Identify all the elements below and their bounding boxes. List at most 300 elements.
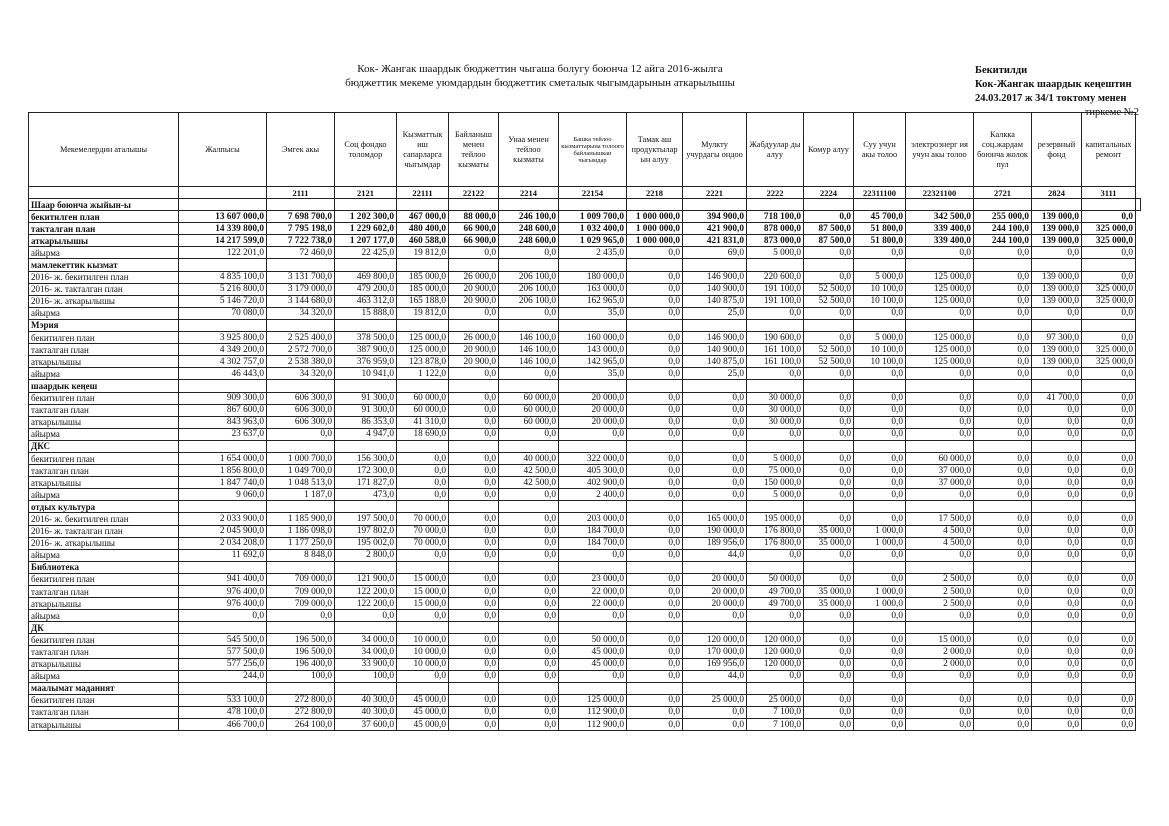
table-cell: 0,0 <box>627 452 683 464</box>
table-cell: 0,0 <box>854 513 906 525</box>
table-cell: 1 029 965,0 <box>559 235 627 247</box>
table-cell: 0,0 <box>1032 368 1082 380</box>
table-cell: 10 100,0 <box>854 283 906 295</box>
code-cell: 2111 <box>267 187 335 199</box>
table-cell: 0,0 <box>974 513 1032 525</box>
table-cell: 160 000,0 <box>559 332 627 344</box>
table-row <box>29 513 1141 525</box>
table-cell: 0,0 <box>804 368 854 380</box>
table-cell: 87 500,0 <box>804 235 854 247</box>
table-cell: 125 000,0 <box>559 694 627 706</box>
table-cell: 0,0 <box>683 452 747 464</box>
table-cell <box>683 622 747 634</box>
table-cell: 339 400,0 <box>906 235 974 247</box>
table-cell <box>627 259 683 271</box>
table-cell: 45 000,0 <box>559 658 627 670</box>
table-cell: 3 179 000,0 <box>267 283 335 295</box>
table-cell: 1 000 700,0 <box>267 452 335 464</box>
row-label: ДК <box>29 622 179 634</box>
table-cell <box>747 682 804 694</box>
table-cell: 220 600,0 <box>747 271 804 283</box>
table-cell <box>854 561 906 573</box>
table-row <box>29 440 1141 452</box>
table-cell: 25,0 <box>683 368 747 380</box>
table-cell: 1 000 000,0 <box>627 211 683 223</box>
table-cell: 0,0 <box>804 694 854 706</box>
table-cell: 189 956,0 <box>683 537 747 549</box>
table-cell <box>499 199 559 211</box>
code-cell: 22111 <box>397 187 449 199</box>
table-cell: 0,0 <box>804 416 854 428</box>
table-cell: 0,0 <box>854 719 906 731</box>
table-cell: 15 000,0 <box>397 598 449 610</box>
table-cell <box>747 319 804 331</box>
table-cell: 0,0 <box>627 573 683 585</box>
table-row <box>29 670 1141 682</box>
table-cell: 0,0 <box>1082 513 1136 525</box>
table-row <box>29 646 1141 658</box>
table-cell: 33 900,0 <box>335 658 397 670</box>
table-cell: 0,0 <box>854 610 906 622</box>
table-cell <box>683 319 747 331</box>
table-cell <box>335 440 397 452</box>
table-cell <box>499 561 559 573</box>
table-cell: 0,0 <box>1032 247 1082 259</box>
table-cell: 18 690,0 <box>397 428 449 440</box>
table-cell: 1 000 000,0 <box>627 235 683 247</box>
table-cell: 5 216 800,0 <box>179 283 267 295</box>
table-row <box>29 392 1141 404</box>
table-cell <box>627 319 683 331</box>
table-cell: 0,0 <box>906 694 974 706</box>
table-cell: 0,0 <box>804 477 854 489</box>
header-cell: Унаа менен тейлоо кызматы <box>499 113 559 187</box>
table-cell: 0,0 <box>627 586 683 598</box>
table-cell <box>1032 380 1082 392</box>
code-cell: 2121 <box>335 187 397 199</box>
table-cell: 0,0 <box>449 610 499 622</box>
code-cell: 2218 <box>627 187 683 199</box>
table-cell: 0,0 <box>449 525 499 537</box>
table-cell <box>1032 440 1082 452</box>
table-cell: 0,0 <box>1032 428 1082 440</box>
table-cell: 0,0 <box>1082 247 1136 259</box>
table-cell: 0,0 <box>854 392 906 404</box>
table-row <box>29 706 1141 718</box>
table-cell: 5 000,0 <box>854 332 906 344</box>
table-cell: 0,0 <box>449 416 499 428</box>
table-cell <box>747 561 804 573</box>
table-cell <box>804 561 854 573</box>
table-cell: 941 400,0 <box>179 573 267 585</box>
table-cell: 0,0 <box>683 428 747 440</box>
table-cell: 1 202 300,0 <box>335 211 397 223</box>
table-cell: 0,0 <box>906 404 974 416</box>
table-row <box>29 598 1141 610</box>
table-cell: 46 443,0 <box>179 368 267 380</box>
table-cell: 139 000,0 <box>1032 211 1082 223</box>
table-cell: 0,0 <box>449 658 499 670</box>
table-cell: 19 812,0 <box>397 247 449 259</box>
table-cell: 0,0 <box>1082 307 1136 319</box>
table-cell: 190 000,0 <box>683 525 747 537</box>
table-row <box>29 465 1141 477</box>
row-label: 2016- ж. аткарылышы <box>29 537 179 549</box>
table-cell: 100,0 <box>267 670 335 682</box>
table-cell <box>499 682 559 694</box>
table-cell: 34 320,0 <box>267 368 335 380</box>
table-cell: 272 800,0 <box>267 694 335 706</box>
table-cell: 196 400,0 <box>267 658 335 670</box>
table-cell: 0,0 <box>906 706 974 718</box>
table-cell: 176 800,0 <box>747 537 804 549</box>
table-cell: 0,0 <box>1082 634 1136 646</box>
table-cell: 0,0 <box>1082 658 1136 670</box>
table-cell: 0,0 <box>854 658 906 670</box>
code-cell: 22311100 <box>854 187 906 199</box>
table-cell <box>397 622 449 634</box>
table-cell: 0,0 <box>499 307 559 319</box>
table-cell <box>1082 501 1136 513</box>
table-cell <box>1032 259 1082 271</box>
table-cell: 0,0 <box>499 694 559 706</box>
table-cell: 1 000 000,0 <box>627 223 683 235</box>
table-row <box>29 271 1141 283</box>
table-cell <box>179 380 267 392</box>
table-cell: 0,0 <box>1032 719 1082 731</box>
table-cell <box>1082 259 1136 271</box>
table-cell: 1 049 700,0 <box>267 465 335 477</box>
table-cell: 0,0 <box>627 344 683 356</box>
table-cell <box>499 380 559 392</box>
budget-table <box>28 112 1141 731</box>
table-cell: 405 300,0 <box>559 465 627 477</box>
table-cell: 264 100,0 <box>267 719 335 731</box>
row-label: Мэрия <box>29 319 179 331</box>
table-cell: 0,0 <box>1082 489 1136 501</box>
table-cell <box>683 380 747 392</box>
table-cell <box>559 259 627 271</box>
table-cell: 140 900,0 <box>683 283 747 295</box>
table-row <box>29 525 1141 537</box>
table-cell: 0,0 <box>267 610 335 622</box>
table-cell: 69,0 <box>683 247 747 259</box>
table-cell: 139 000,0 <box>1032 271 1082 283</box>
table-cell <box>1032 682 1082 694</box>
table-cell: 0,0 <box>974 247 1032 259</box>
table-cell: 325 000,0 <box>1082 356 1136 368</box>
table-cell: 0,0 <box>804 634 854 646</box>
table-cell: 184 700,0 <box>559 537 627 549</box>
table-cell <box>499 501 559 513</box>
table-cell: 35,0 <box>559 307 627 319</box>
table-cell: 0,0 <box>499 586 559 598</box>
row-label: бекитилген план <box>29 392 179 404</box>
table-cell <box>449 259 499 271</box>
table-cell: 976 400,0 <box>179 598 267 610</box>
table-cell: 479 200,0 <box>335 283 397 295</box>
row-label: айырма <box>29 428 179 440</box>
table-cell: 161 100,0 <box>747 344 804 356</box>
table-cell: 191 100,0 <box>747 283 804 295</box>
table-cell: 0,0 <box>854 489 906 501</box>
table-cell: 20 900,0 <box>449 344 499 356</box>
table-cell <box>335 199 397 211</box>
row-label: 2016- ж. такталган план <box>29 283 179 295</box>
table-cell: 87 500,0 <box>804 223 854 235</box>
table-row <box>29 223 1141 235</box>
table-cell: 0,0 <box>499 634 559 646</box>
code-cell: 2221 <box>683 187 747 199</box>
table-cell: 125 000,0 <box>397 344 449 356</box>
table-cell: 0,0 <box>449 392 499 404</box>
table-cell: 0,0 <box>804 247 854 259</box>
table-cell: 197 500,0 <box>335 513 397 525</box>
table-cell: 0,0 <box>449 477 499 489</box>
table-cell: 0,0 <box>559 428 627 440</box>
table-cell: 30 000,0 <box>747 392 804 404</box>
table-cell: 197 802,0 <box>335 525 397 537</box>
table-cell: 125 000,0 <box>397 332 449 344</box>
table-cell <box>906 440 974 452</box>
table-cell: 1 177 250,0 <box>267 537 335 549</box>
row-label: аткарылышы <box>29 658 179 670</box>
header-cell: электроэнерг ия учун акы толоо <box>906 113 974 187</box>
table-cell: 125 000,0 <box>906 271 974 283</box>
table-cell: 22 000,0 <box>559 586 627 598</box>
table-cell: 0,0 <box>499 598 559 610</box>
table-cell: 140 875,0 <box>683 356 747 368</box>
table-cell: 0,0 <box>1082 525 1136 537</box>
table-cell: 0,0 <box>804 428 854 440</box>
table-cell <box>179 199 267 211</box>
table-cell: 171 827,0 <box>335 477 397 489</box>
table-cell: 1 032 400,0 <box>559 223 627 235</box>
table-cell: 0,0 <box>906 416 974 428</box>
table-cell: 467 000,0 <box>397 211 449 223</box>
table-cell: 0,0 <box>974 694 1032 706</box>
table-cell <box>179 622 267 634</box>
row-label: аткарылышы <box>29 416 179 428</box>
table-cell: 0,0 <box>1032 513 1082 525</box>
table-cell: 378 500,0 <box>335 332 397 344</box>
table-cell: 44,0 <box>683 549 747 561</box>
table-cell: 0,0 <box>747 307 804 319</box>
table-cell: 0,0 <box>1032 634 1082 646</box>
table-cell: 0,0 <box>267 428 335 440</box>
table-cell: 169 956,0 <box>683 658 747 670</box>
table-cell <box>627 682 683 694</box>
row-label: айырма <box>29 549 179 561</box>
table-cell: 480 400,0 <box>397 223 449 235</box>
table-cell <box>449 501 499 513</box>
table-cell: 2 500,0 <box>906 598 974 610</box>
table-cell: 466 700,0 <box>179 719 267 731</box>
header-cell: Байланыш менен тейлоо кызматы <box>449 113 499 187</box>
table-cell: 0,0 <box>974 283 1032 295</box>
table-cell: 10 000,0 <box>397 634 449 646</box>
table-cell: 0,0 <box>1082 694 1136 706</box>
table-cell: 1 847 740,0 <box>179 477 267 489</box>
table-cell: 0,0 <box>1082 428 1136 440</box>
table-cell <box>974 440 1032 452</box>
table-cell: 2 000,0 <box>906 646 974 658</box>
table-cell: 1 229 602,0 <box>335 223 397 235</box>
table-cell: 0,0 <box>449 537 499 549</box>
table-cell: 325 000,0 <box>1082 235 1136 247</box>
table-cell: 5 146 720,0 <box>179 295 267 307</box>
table-cell: 606 300,0 <box>267 416 335 428</box>
table-cell <box>974 380 1032 392</box>
table-cell: 170 000,0 <box>683 646 747 658</box>
table-cell: 460 588,0 <box>397 235 449 247</box>
table-cell: 473,0 <box>335 489 397 501</box>
table-cell: 0,0 <box>854 634 906 646</box>
code-row <box>29 187 1141 199</box>
row-label: айырма <box>29 368 179 380</box>
table-cell: 185 000,0 <box>397 283 449 295</box>
table-cell: 26 000,0 <box>449 332 499 344</box>
table-cell: 25 000,0 <box>747 694 804 706</box>
table-row <box>29 307 1141 319</box>
table-cell: 0,0 <box>627 719 683 731</box>
table-cell: 0,0 <box>449 368 499 380</box>
table-cell: 0,0 <box>804 610 854 622</box>
table-cell: 0,0 <box>627 658 683 670</box>
table-cell: 0,0 <box>1082 416 1136 428</box>
table-cell <box>683 440 747 452</box>
table-cell: 1 187,0 <box>267 489 335 501</box>
row-label: 2016- ж. бекитилген план <box>29 513 179 525</box>
table-cell: 25,0 <box>683 307 747 319</box>
table-cell: 14 217 599,0 <box>179 235 267 247</box>
table-cell: 0,0 <box>499 719 559 731</box>
table-cell <box>179 440 267 452</box>
header-cell: капитальных ремонт <box>1082 113 1136 187</box>
table-cell <box>397 440 449 452</box>
table-cell: 0,0 <box>1082 719 1136 731</box>
table-cell: 843 963,0 <box>179 416 267 428</box>
table-cell: 0,0 <box>974 344 1032 356</box>
table-cell: 402 900,0 <box>559 477 627 489</box>
table-cell: 0,0 <box>854 247 906 259</box>
table-cell <box>335 259 397 271</box>
table-cell: 0,0 <box>974 537 1032 549</box>
row-label: 2016- ж. бекитилген план <box>29 271 179 283</box>
table-cell: 20 900,0 <box>449 283 499 295</box>
table-cell: 545 500,0 <box>179 634 267 646</box>
table-cell: 0,0 <box>1032 586 1082 598</box>
table-cell <box>179 682 267 694</box>
table-cell: 34 000,0 <box>335 646 397 658</box>
table-cell <box>974 319 1032 331</box>
table-cell: 0,0 <box>804 211 854 223</box>
table-cell: 867 600,0 <box>179 404 267 416</box>
table-cell: 45 000,0 <box>397 719 449 731</box>
table-row <box>29 573 1141 585</box>
table-cell: 0,0 <box>974 465 1032 477</box>
table-cell: 0,0 <box>449 404 499 416</box>
table-cell: 2 045 900,0 <box>179 525 267 537</box>
table-row <box>29 211 1141 223</box>
table-cell: 0,0 <box>906 489 974 501</box>
table-cell: 0,0 <box>854 307 906 319</box>
table-cell: 342 500,0 <box>906 211 974 223</box>
table-cell: 35 000,0 <box>804 525 854 537</box>
table-cell <box>974 259 1032 271</box>
table-cell: 206 100,0 <box>499 283 559 295</box>
table-cell: 60 000,0 <box>499 392 559 404</box>
table-cell: 1 654 000,0 <box>179 452 267 464</box>
table-cell: 185 000,0 <box>397 271 449 283</box>
table-cell: 41 700,0 <box>1032 392 1082 404</box>
table-cell: 52 500,0 <box>804 356 854 368</box>
row-label: Библиотека <box>29 561 179 573</box>
table-cell: 52 500,0 <box>804 283 854 295</box>
table-cell: 0,0 <box>499 368 559 380</box>
table-cell: 0,0 <box>747 428 804 440</box>
table-cell: 2 800,0 <box>335 549 397 561</box>
table-cell: 577 500,0 <box>179 646 267 658</box>
row-label: айырма <box>29 247 179 259</box>
table-cell: 0,0 <box>627 489 683 501</box>
table-cell: 139 000,0 <box>1032 283 1082 295</box>
table-cell <box>627 501 683 513</box>
table-cell: 125 000,0 <box>906 295 974 307</box>
table-cell: 91 300,0 <box>335 404 397 416</box>
table-cell: 0,0 <box>449 513 499 525</box>
table-cell <box>906 561 974 573</box>
table-cell: 0,0 <box>1082 573 1136 585</box>
table-cell <box>559 319 627 331</box>
table-cell: 0,0 <box>449 706 499 718</box>
table-cell: 244 100,0 <box>974 235 1032 247</box>
table-cell: 0,0 <box>1032 537 1082 549</box>
table-cell: 0,0 <box>1082 598 1136 610</box>
title-line-1: Кок- Жангак шаардык бюджеттин чыгаша болугу боюнча 12 айга 2016-жылга <box>357 63 723 75</box>
table-cell: 3 131 700,0 <box>267 271 335 283</box>
table-cell: 10 000,0 <box>397 646 449 658</box>
table-cell: 0,0 <box>854 477 906 489</box>
header-cell: Жалпысы <box>179 113 267 187</box>
code-cell: 2222 <box>747 187 804 199</box>
table-cell: 0,0 <box>974 404 1032 416</box>
table-cell: 0,0 <box>179 610 267 622</box>
table-cell: 0,0 <box>449 586 499 598</box>
table-cell: 40 000,0 <box>499 452 559 464</box>
table-cell <box>747 199 804 211</box>
table-cell: 45 000,0 <box>397 706 449 718</box>
table-cell <box>1032 561 1082 573</box>
table-cell: 0,0 <box>449 573 499 585</box>
table-cell: 421 831,0 <box>683 235 747 247</box>
table-cell: 0,0 <box>974 271 1032 283</box>
table-cell: 0,0 <box>906 247 974 259</box>
table-cell: 533 100,0 <box>179 694 267 706</box>
row-label: айырма <box>29 670 179 682</box>
attachment-number: тиркеме №2 <box>1084 107 1139 118</box>
table-cell: 0,0 <box>627 428 683 440</box>
table-cell: 0,0 <box>1032 465 1082 477</box>
row-label: такталган план <box>29 586 179 598</box>
table-cell: 49 700,0 <box>747 586 804 598</box>
table-cell: 0,0 <box>627 416 683 428</box>
table-cell: 2 538 380,0 <box>267 356 335 368</box>
table-cell: 30 000,0 <box>747 404 804 416</box>
table-row <box>29 356 1141 368</box>
table-cell: 20 000,0 <box>683 573 747 585</box>
table-cell: 0,0 <box>804 452 854 464</box>
